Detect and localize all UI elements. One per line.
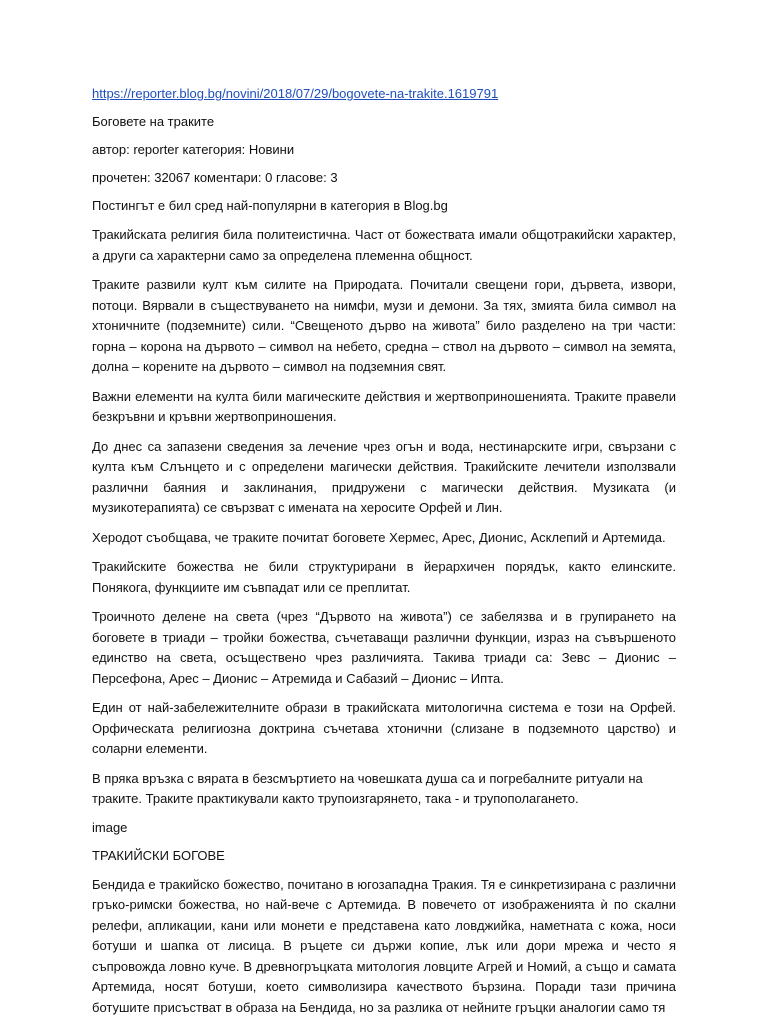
paragraph-2: Траките развили култ към силите на Природата. Почитали свещени гори, дървета, извори, потоци. Вярвали в съществуването на нимфи, музи и демони. За тях, змията била символ на хтоничните (подземните) сили. “Свещеното дърво на живота” било разделено на три части: горна – корона на дървото – символ на небето, средна – ствол на дървото – символ на земята, долна – корените на дървото – символ на подземния свят.: [92, 277, 676, 374]
section-paragraph: Бендида е тракийско божество, почитано в югозападна Тракия. Тя е синкретизирана с различни гръко-римски божества, но най-вече с Артемида. В повечето от изображенията ѝ по скални релефи, апликации, кани или монети е представена като ловджийка, наметната с кожа, носи ботуши и шапка от лисица. В ръцете си държи копие, лък или дори мрежа и често я съпровожда ловно куче. В древногръцката митология ловците Агрей и Номий, а също и самата Артемида, носят ботуши, което символизира качеството бързина. Поради тази причина ботушите присъстват в образа на Бендида, но за разлика от нейните гръцки аналогии само тя: [92, 876, 676, 1015]
paragraph-4: До днес са запазени сведения за лечение чрез огън и вода, нестинарските игри, свързани с култа към Слънцето и с определени магически действия. Тракийските лечители използвали различни баяния и заклинания, придружени с магически действия. Музиката (и музикотерапията) се свързват с имената на херосите Орфей и Лин.: [92, 438, 676, 515]
article-title: Боговете на траките: [92, 114, 215, 129]
paragraph-9: В пряка връзка с вярата в безсмъртието на човешката душа са и погребалните ритуали на траките. Траките практикували както трупоизгарянето, така - и трупополагането.: [92, 770, 643, 806]
source-url-line: [92, 85, 676, 103]
source-link[interactable]: https://reporter.blog.bg/novini/2018/07/29/bogovete-na-trakite.1619791: [92, 86, 499, 101]
paragraph-1: Тракийската религия била политеистична. Част от божествата имали общотракийски характер, а други са характерни само за определена племенна общност.: [92, 227, 676, 263]
paragraph-6: Тракийските божества не били структурирани в йерархичен порядък, както елинските. Понякога, функциите им съвпадат или се преплитат.: [92, 559, 676, 595]
paragraph-5: Херодот съобщава, че траките почитат боговете Хермес, Арес, Дионис, Асклепий и Артемида.: [92, 529, 666, 545]
paragraph-7: Троичното делене на света (чрез “Дървото на живота”) се забелязва и в групирането на боговете в триади – тройки божества, съчетаващи различни функции, израз на съвършеното единство на света, осъществено чрез различията. Такива триади са: Зевс – Дионис – Персефона, Арес – Дионис – Атремида и Сабазий – Дионис – Ипта.: [92, 609, 676, 686]
image-placeholder: image: [92, 819, 128, 835]
author-category-line: автор: reporter категория: Новини: [92, 142, 295, 157]
popular-note: Постингът е бил сред най-популярни в категория в Blog.bg: [92, 198, 448, 213]
section-heading: ТРАКИЙСКИ БОГОВЕ: [92, 847, 225, 863]
paragraph-8: Един от най-забележителните образи в тракийската митологична система е този на Орфей. Орфическата религиозна доктрина съчетава хтонични (слизане в подземното царство) и соларни елементи.: [92, 700, 676, 756]
paragraph-3: Важни елементи на култа били магическите действия и жертвоприношенията. Траките правели безкръвни и кръвни жертвоприношения.: [92, 388, 676, 424]
stats-line: прочетен: 32067 коментари: 0 гласове: 3: [92, 170, 338, 185]
